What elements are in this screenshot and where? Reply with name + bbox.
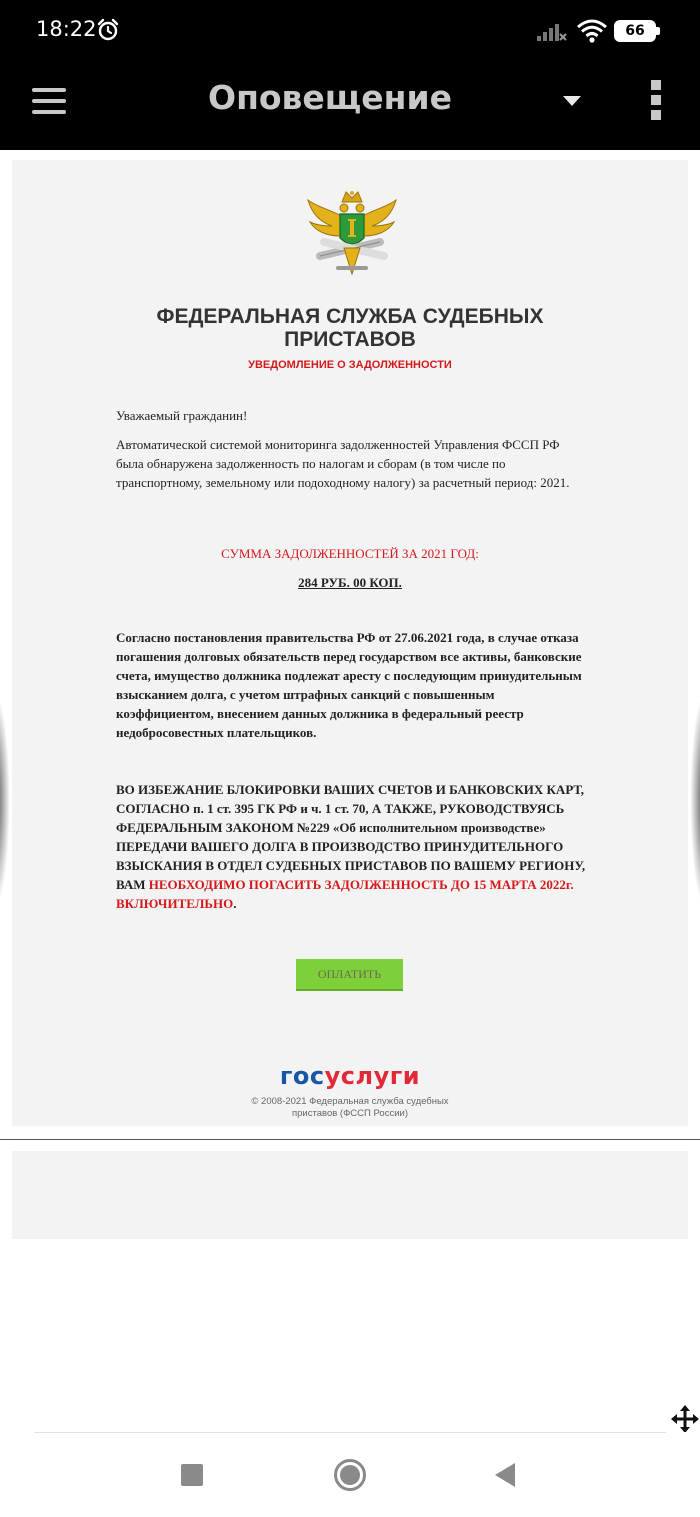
intro-paragraph: Автоматической системой мониторинга задолженностей Управления ФССП РФ была обнаружена задолженность по налогам и сборам (в том числе по транспортному, земельному или подоходному налогу) за расчетный период: 2021.	[116, 437, 570, 490]
edge-shadow-right	[690, 690, 700, 910]
debt-sum-label: СУММА ЗАДОЛЖЕННОСТЕЙ ЗА 2021 ГОД:	[221, 546, 479, 561]
status-bar	[0, 0, 700, 62]
battery-level: 66	[625, 23, 645, 39]
notice-card	[12, 160, 688, 1126]
warning-main-text: ВО ИЗБЕЖАНИЕ БЛОКИРОВКИ ВАШИХ СЧЕТОВ И БАНКОВСКИХ КАРТ, СОГЛАСНО п. 1 ст. 395 ГК РФ и ч. 1 ст. 70, А ТАКЖЕ, РУКОВОДСТВУЯСЬ ФЕДЕРАЛЬНЫМ ЗАКОНОМ №229 «Об исполнительном производстве» ПЕРЕДАЧИ ВАШЕГО ДОЛГА В ПРОИЗВОДСТВО ПРИНУДИТЕЛЬНОГО ВЗЫСКАНИЯ В ОТДЕЛ СУДЕБНЫХ ПРИСТАВОВ ПО ВАШЕМУ РЕГИОНУ, ВАМ	[116, 782, 586, 892]
wifi-icon	[576, 18, 608, 44]
nav-divider	[34, 1432, 666, 1433]
gosuslugi-logo	[200, 1062, 500, 1090]
alarm-icon	[96, 18, 120, 42]
status-time: 18:22	[36, 17, 97, 41]
more-icon[interactable]	[650, 80, 664, 120]
greeting-text: Уважаемый гражданин!	[116, 408, 248, 423]
message-content	[0, 150, 700, 1140]
secondary-panel	[12, 1151, 688, 1239]
decree-paragraph: Согласно постановления правительства РФ от 27.06.2021 года, в случае отказа погашения долговых обязательств перед государством все активы, банковские счета, имущество должника подлежат аресту с последующим принудительным взысканием долга, с учетом штрафных санкций с повышенным коэффициентом, внесением данных должника в федеральный реестр недобросовестных плательщиков.	[116, 630, 582, 740]
copyright-text: © 2008-2021 Федеральная служба судебных приставов (ФССП России)	[251, 1096, 449, 1119]
notice-subtitle: УВЕДОМЛЕНИЕ О ЗАДОЛЖЕННОСТИ	[248, 359, 452, 371]
app-bar	[0, 62, 700, 150]
debt-sum-value: 284 РУБ. 00 КОП.	[298, 575, 402, 590]
home-icon[interactable]	[333, 1458, 367, 1492]
pay-button[interactable]: ОПЛАТИТЬ	[296, 959, 403, 991]
move-icon[interactable]	[670, 1404, 700, 1434]
recents-icon[interactable]	[181, 1464, 203, 1486]
gosuslugi-logo-part2: услуги	[324, 1062, 421, 1090]
dropdown-icon[interactable]	[562, 95, 582, 107]
warning-end-text: .	[233, 896, 237, 911]
back-icon[interactable]	[494, 1462, 516, 1488]
warning-deadline-text: НЕОБХОДИМО ПОГАСИТЬ ЗАДОЛЖЕННОСТЬ ДО 15 МАРТА 2022г. ВКЛЮЧИТЕЛЬНО	[116, 877, 574, 911]
fssp-emblem-icon	[304, 190, 400, 282]
app-title: Оповещение	[208, 78, 452, 117]
warning-paragraph	[116, 780, 590, 913]
battery-icon	[614, 20, 660, 42]
navigation-bar	[0, 1432, 700, 1517]
gosuslugi-logo-part1: гос	[279, 1062, 325, 1090]
agency-title: ФЕДЕРАЛЬНАЯ СЛУЖБА СУДЕБНЫХ ПРИСТАВОВ	[156, 305, 544, 351]
signal-icon	[536, 20, 568, 42]
menu-icon[interactable]	[32, 86, 68, 116]
